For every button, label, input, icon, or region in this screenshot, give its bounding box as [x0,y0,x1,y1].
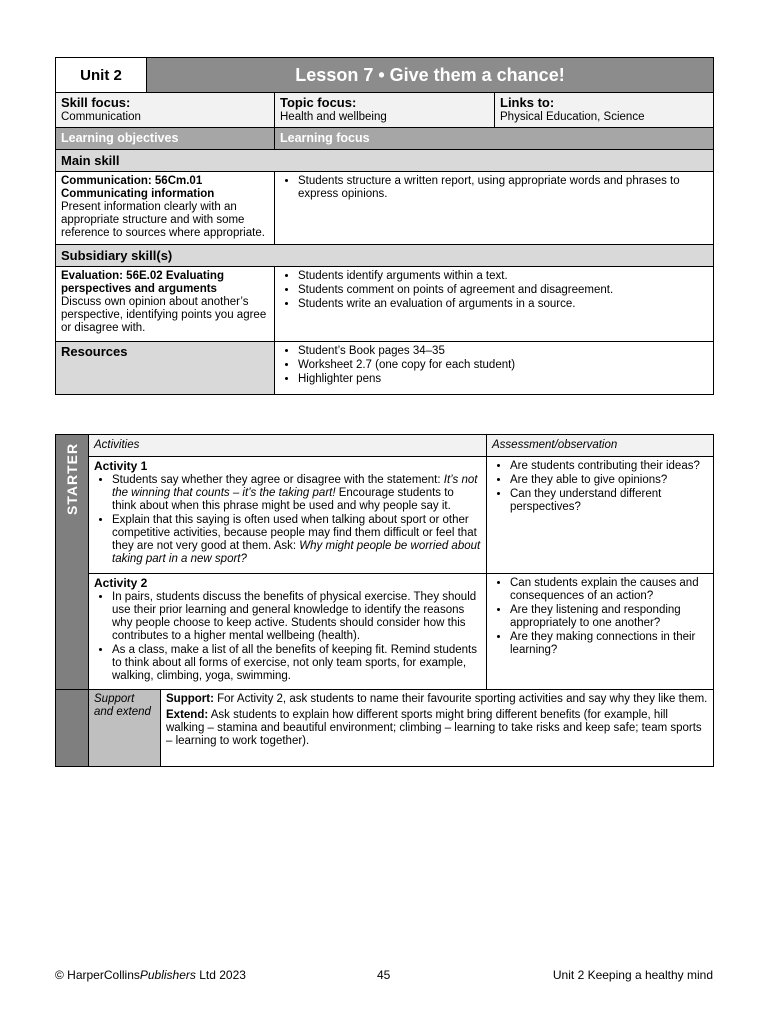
quote-text: It’s not the winning that counts – it’s the taking part! [112,474,478,499]
text-run: Students say whether they agree or disagree with the statement: [112,474,444,486]
support-text [166,693,708,706]
subsidiary-skill-objective [56,267,275,342]
skill-focus-cell [56,93,275,128]
subsidiary-skill-description: Discuss own opinion about another’s perspective, identifying points you agree or disagree with. [61,296,267,334]
assessment-item: • Are students contributing their ideas? [510,460,708,473]
starter-table [55,434,714,767]
resource-item: • Highlighter pens [298,373,708,386]
activities-header: Activities [89,435,487,457]
main-skill-focus [275,172,714,245]
text-run: © HarperCollins [55,968,140,982]
text-run: Ask students to explain how different sports might bring different benefits (for example, hill walking – stamina and beautiful environment; climbing – learning to take risks and keep safe; team sports – learning to work together). [166,709,702,747]
extend-label: Extend: [166,709,209,721]
activity-1-assessment [487,457,714,574]
subsidiary-skill-code: Evaluation: 56E.02 Evaluating perspectives and arguments [61,270,224,295]
footer-chapter: Unit 2 Keeping a healthy mind [552,968,713,982]
resource-item: • Worksheet 2.7 (one copy for each student) [298,359,708,372]
starter-sidebar-foot [56,690,89,767]
links-value: Physical Education, Science [500,111,645,123]
text-run: Explain that this saying is often used when talking about sport or other competitive activities, because people may find them difficult or feel that they are not very good at them. Ask: [112,514,477,552]
footer-copyright [55,968,246,982]
learning-objectives-header: Learning objectives [56,128,275,150]
main-skill-code: Communication: 56Cm.01 Communicating information [61,175,215,200]
activity-1-bullet [112,474,481,513]
activity-2-assessment [487,574,714,690]
support-extend-content [161,690,714,767]
assessment-item: • Can students explain the causes and consequences of an action? [510,577,708,603]
resources-list [275,342,714,395]
topic-focus-label: Topic focus: [280,95,357,110]
main-skill-description: Present information clearly with an appropriate structure and with some reference to sources where appropriate. [61,201,265,239]
assessment-header: Assessment/observation [487,435,714,457]
topic-focus-value: Health and wellbeing [280,111,387,123]
subsidiary-focus-item: • Students comment on points of agreement and disagreement. [298,284,708,297]
assessment-item: • Are they making connections in their learning? [510,631,708,657]
activity-2-title: Activity 2 [94,576,148,590]
skill-focus-label: Skill focus: [61,95,131,110]
subsidiary-skill-heading: Subsidiary skill(s) [56,245,714,267]
unit-label: Unit 2 [56,58,147,93]
subsidiary-focus-item: • Students write an evaluation of arguments in a source. [298,298,708,311]
starter-label: STARTER [64,442,80,516]
support-label: Support: [166,693,214,705]
resource-item: • Student’s Book pages 34–35 [298,345,708,358]
text-run: Encourage students to think about when this phrase might be used and why people say it. [112,487,454,512]
topic-focus-cell [275,93,495,128]
text-run: Ltd 2023 [195,968,246,982]
learning-focus-header: Learning focus [275,128,714,150]
starter-sidebar [56,435,89,690]
question-text: Why might people be worried about taking part in a new sport? [112,540,481,565]
skill-focus-value: Communication [61,111,141,123]
activity-1 [89,457,487,574]
main-skill-objective [56,172,275,245]
support-extend-label: Support and extend [89,690,161,767]
lesson-title: Lesson 7 • Give them a chance! [147,58,714,93]
text-run: For Activity 2, ask students to name their favourite sporting activities and say why they like them. [213,693,708,705]
activity-1-bullet [112,514,481,566]
extend-text [166,709,708,748]
activity-2-bullet: • In pairs, students discuss the benefits of physical exercise. They should use their prior learning and general knowledge to identify the reasons why people choose to keep active. Students should consider how this contributes to a higher mental wellbeing (health). [112,591,481,643]
links-label: Links to: [500,95,555,110]
assessment-item: • Are they listening and responding appropriately to one another? [510,604,708,630]
subsidiary-skill-focus [275,267,714,342]
activity-2-bullet: • As a class, make a list of all the benefits of keeping fit. Remind students to think about all forms of exercise, not only team sports, for example, walking, climbing, yoga, swimming. [112,644,481,683]
links-cell [495,93,714,128]
main-skill-focus-item: • Students structure a written report, using appropriate words and phrases to express opinions. [298,175,708,201]
resources-heading: Resources [56,342,275,395]
main-skill-heading: Main skill [56,150,714,172]
assessment-item: • Are they able to give opinions? [510,474,708,487]
activity-1-title: Activity 1 [94,459,148,473]
activity-2 [89,574,487,690]
text-run: Publishers [139,968,196,982]
lesson-plan-table [55,57,714,395]
page-number: 45 [377,968,391,982]
subsidiary-focus-item: • Students identify arguments within a text. [298,270,708,283]
assessment-item: • Can they understand different perspectives? [510,488,708,514]
